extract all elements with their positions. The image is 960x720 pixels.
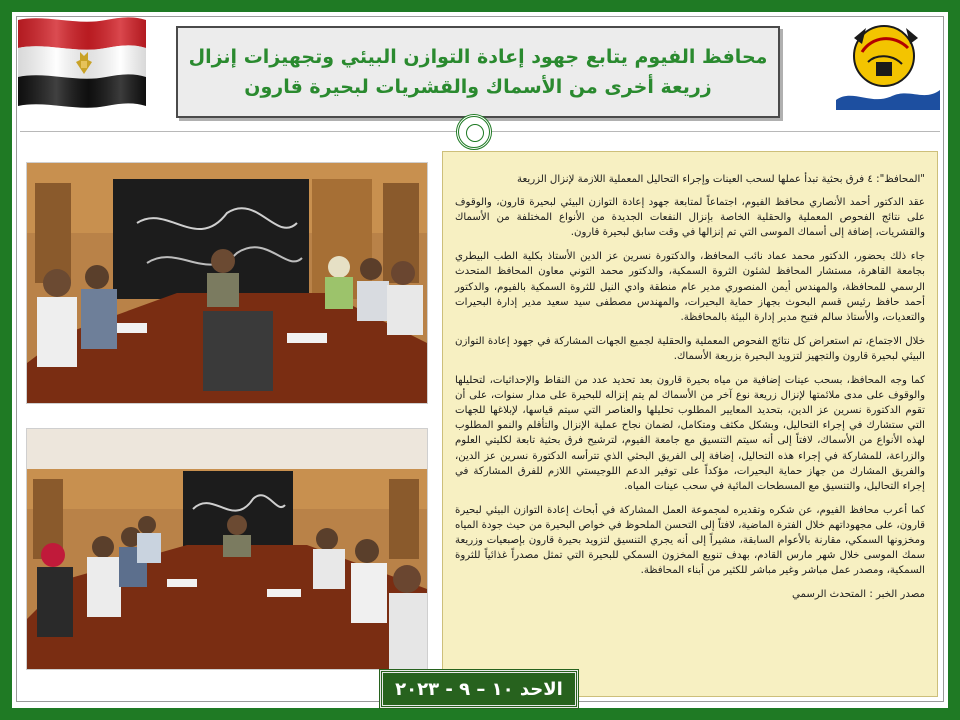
article-body	[442, 151, 938, 697]
article-paragraph-3: خلال الاجتماع، تم استعراض كل نتائج الفحوص المعملية والحقلية لجميع الجهات المشاركة في جهود إعادة التوازن البيئي لبحيرة قارون والتجهيز لتزويد البحيرة بزريعة الأسماك.	[455, 335, 925, 362]
headline-line-1: محافظ الفيوم يتابع جهود إعادة التوازن البيئي وتجهيزات إنزال	[188, 46, 768, 68]
egypt-flag-icon	[16, 14, 148, 112]
meeting-photo-1	[26, 162, 428, 404]
article-lead: "المحافظ": ٤ فرق بحثية تبدأ عملها لسحب العينات وإجراء التحاليل المعملية اللازمة لإنزال الزريعة	[517, 174, 925, 185]
headline-line-2: زريعة أخرى من الأسماك والقشريات لبحيرة قارون	[244, 76, 712, 98]
article-paragraph-1: عقد الدكتور أحمد الأنصاري محافظ الفيوم، اجتماعاً لمتابعة جهود إعادة التوازن البيئي لبحيرة قارون، والوقوف على نتائج الفحوص المعملية والحقلية الخاصة بإنزال النفعات الجديدة من الأنواع المختلفة من الأسماك والقشريات، إضافة إلى أسماك الموسى التي تم إنزالها في وقت سابق لبحيرة قارون.	[455, 197, 925, 239]
article-paragraph-5: كما أعرب محافظ الفيوم، عن شكره وتقديره لمجموعة العمل المشاركة في أبحاث إعادة التوازن البيئي لبحيرة قارون، على مجهوداتهم خلال الفترة الماضية، لافتاً إلى التحسن الملحوظ في خواص البحيرة من حيث جودة المياه ومخزونها السمكي، مقارنة بالأعوام السابقة، مشيراً إلى أنه يجري التنسيق لتزويد بحيرة قارون بإصبعيات وزريعة سمك الموسى خلال شهر مارس القادم، بهدف تنويع المخزون السمكي للبحيرة التي تمثل مصدراً غذائياً للثروة السمكية، ومصدر عمل مباشر وغير مباشر للكثير من أبناء المحافظة.	[455, 504, 925, 577]
separator-ornament-icon	[456, 114, 492, 150]
article-source: مصدر الخبر : المتحدث الرسمي	[791, 589, 925, 601]
article-paragraph-2: جاء ذلك بحضور، الدكتور محمد عماد نائب المحافظ، والدكتورة نسرين عز الدين الأستاذ بكلية الطب البيطري بجامعة القاهرة، مستشار المحافظ لشئون الثروة السمكية، والدكتور محمد التوني معاون المحافظ المتحدث الرسمي للمحافظة، والمهندس أيمن المنصوري مدير عام منطقة وادي النيل للثروة السمكية بالفيوم، والدكتور أحمد حافظ رئيس قسم البحوث بجهاز حماية البحيرات، والمهندس مصطفى سيد سعيد مدير إدارة البحيرات والتعديات، والأستاذ سالم فتيح مدير إدارة البيئة بالمحافظة.	[455, 251, 925, 323]
governorate-logo-icon	[832, 18, 942, 110]
article-paragraph-4: كما وجه المحافظ، بسحب عينات إضافية من مياه بحيرة قارون بعد تحديد عدد من النقاط والإحداثيات، لتحليلها والوقوف على مدى ملائمتها لإنزال زريعة نوع آخر من الأسماك لم يتم إنزاله للبحيرة على مدار سنوات، على أن تقوم الدكتورة نسرين عز الدين، بتحديد المعايير المطلوب تحليلها والعناصر التي سيتم قياسها، لإبلاغها للجهات التي ستشارك في إجراء التحاليل، وبشكل مكثف ومتكامل، لضمان نجاح عملية الإنزال والتأقلم والنمو المطلوب لهذه الأنواع من الأسماك، لافتاً إلى أنه سيتم التنسيق مع جامعة الفيوم، لترشيح فرق بحثية تابعة لكليتي العلوم والزراعة، للمشاركة في إجراء هذه التحاليل، إضافة إلى الفريق البحثي الذي تترأسه الدكتورة نسرين عز الدين، والفريق المشارك من جهاز حماية البحيرات، مؤكداً على توفير الدعم اللوجيستي اللازم للفرق المشاركة في إجراء التحاليل، والتنسيق مع المسطحات المائية في سحب عينات المياه.	[455, 375, 925, 492]
date-banner: الاحد ١٠ – ٩ - ٢٠٢٣	[380, 670, 578, 708]
meeting-photo-2	[26, 428, 428, 670]
headline-box	[176, 26, 780, 118]
